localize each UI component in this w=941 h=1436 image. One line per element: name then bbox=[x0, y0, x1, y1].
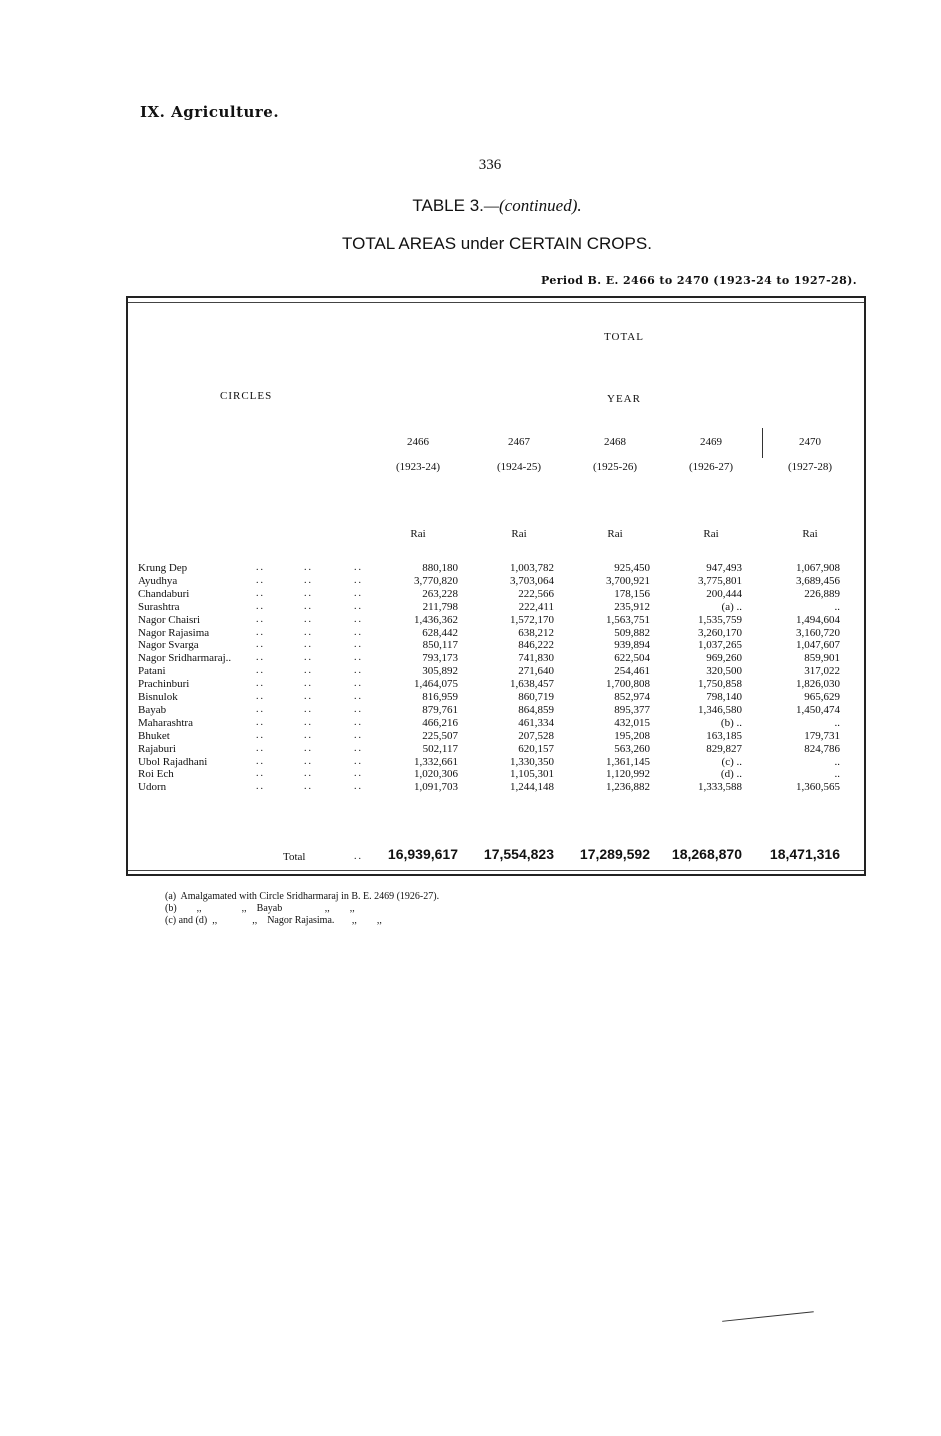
year-header-be: 2467 bbox=[508, 436, 530, 448]
row-value: 3,770,820 bbox=[414, 574, 458, 587]
row-value: 829,827 bbox=[706, 742, 742, 755]
row-leader-dots: .. bbox=[256, 691, 265, 702]
row-value: 852,974 bbox=[614, 691, 650, 703]
row-circle-name: Chandaburi bbox=[138, 587, 190, 600]
row-circle-name: Bayab bbox=[138, 703, 167, 716]
row-leader-dots: .. bbox=[354, 703, 363, 715]
row-value: 254,461 bbox=[614, 665, 650, 678]
table-inner-bottom-rule bbox=[128, 870, 864, 871]
row-leader-dots: .. bbox=[304, 755, 313, 767]
row-circle-name: Udorn bbox=[138, 781, 167, 794]
row-leader-dots: .. bbox=[354, 716, 363, 728]
row-value: 502,117 bbox=[422, 742, 458, 755]
row-leader-dots: .. bbox=[354, 652, 363, 664]
row-circle-name: Prachinburi bbox=[138, 678, 190, 691]
row-value: 320,500 bbox=[706, 665, 742, 678]
row-leader-dots: .. bbox=[354, 665, 363, 677]
row-circle-name: Bhuket bbox=[138, 729, 170, 742]
row-leader-dots: .. bbox=[304, 587, 313, 599]
row-value: 1,572,170 bbox=[510, 613, 554, 626]
row-value: 1,464,075 bbox=[414, 678, 458, 691]
row-value: 466,216 bbox=[422, 716, 458, 729]
row-value: 846,222 bbox=[518, 639, 554, 652]
row-leader-dots: .. bbox=[304, 729, 313, 741]
row-leader-dots: .. bbox=[354, 600, 363, 612]
pen-mark bbox=[722, 1311, 814, 1323]
row-value: 1,700,808 bbox=[606, 678, 650, 691]
row-value: 3,775,801 bbox=[698, 574, 742, 587]
total-value: 17,554,823 bbox=[483, 846, 554, 862]
row-circle-name: Nagor Rajasima bbox=[138, 626, 210, 639]
row-value: 1,360,565 bbox=[796, 781, 840, 794]
row-value: 179,731 bbox=[804, 729, 840, 742]
year-header-unit: Rai bbox=[511, 528, 527, 540]
row-value: 1,750,858 bbox=[698, 678, 742, 691]
row-value: (a) .. bbox=[721, 600, 742, 613]
row-value: 620,157 bbox=[518, 742, 554, 755]
year-header-ad: (1927-28) bbox=[788, 461, 832, 473]
row-value: 1,105,301 bbox=[510, 768, 554, 781]
total-value: 18,268,870 bbox=[671, 846, 742, 862]
row-value: (d) .. bbox=[720, 768, 742, 781]
row-leader-dots: .. bbox=[304, 768, 313, 780]
row-value: 969,260 bbox=[706, 652, 742, 665]
table-title-suffix: —(continued). bbox=[483, 196, 582, 215]
row-value: 3,260,170 bbox=[698, 626, 742, 639]
row-leader-dots: .. bbox=[304, 665, 313, 677]
row-value: 305,892 bbox=[422, 665, 458, 678]
row-leader-dots: .. bbox=[354, 742, 363, 754]
row-value: 461,334 bbox=[518, 716, 554, 729]
row-circle-name: Rajaburi bbox=[138, 742, 176, 755]
row-leader-dots: .. bbox=[256, 562, 265, 573]
total-dots: .. bbox=[354, 851, 363, 862]
row-value: 1,236,882 bbox=[606, 781, 650, 794]
total-value: 17,289,592 bbox=[579, 846, 650, 862]
row-value: .. bbox=[834, 755, 840, 768]
row-value: 947,493 bbox=[706, 562, 742, 574]
footnote-a: (a) Amalgamated with Circle Sridharmaraj in B. E. 2469 (1926-27). bbox=[165, 891, 440, 902]
year-header-be: 2468 bbox=[604, 436, 626, 448]
row-value: 195,208 bbox=[614, 729, 650, 742]
row-value: 622,504 bbox=[614, 652, 650, 665]
row-value: 1,450,474 bbox=[796, 703, 840, 716]
row-circle-name: Nagor Chaisri bbox=[138, 613, 201, 626]
row-value: 3,700,921 bbox=[606, 574, 650, 587]
row-value: 226,889 bbox=[804, 587, 840, 600]
row-leader-dots: .. bbox=[304, 716, 313, 728]
row-leader-dots: .. bbox=[354, 781, 363, 793]
row-value: 178,156 bbox=[614, 587, 650, 600]
row-value: 211,798 bbox=[422, 600, 458, 613]
row-value: 925,450 bbox=[614, 562, 650, 574]
row-circle-name: Surashtra bbox=[138, 600, 180, 613]
row-circle-name: Ubol Rajadhani bbox=[138, 755, 208, 768]
circles-header: CIRCLES bbox=[220, 390, 273, 402]
year-header: YEAR bbox=[607, 393, 641, 405]
row-leader-dots: .. bbox=[256, 574, 265, 586]
row-leader-dots: .. bbox=[304, 691, 313, 702]
row-value: 859,901 bbox=[804, 652, 840, 665]
row-circle-name: Nagor Svarga bbox=[138, 639, 199, 652]
row-circle-name: Roi Ech bbox=[138, 768, 174, 781]
row-circle-name: Patani bbox=[138, 665, 166, 678]
row-leader-dots: .. bbox=[256, 652, 265, 664]
row-leader-dots: .. bbox=[256, 613, 265, 625]
row-leader-dots: .. bbox=[354, 691, 363, 702]
section-heading: IX. Agriculture. bbox=[140, 103, 280, 121]
row-value: 200,444 bbox=[706, 587, 742, 600]
row-value: 235,912 bbox=[614, 600, 650, 613]
year-header-be: 2470 bbox=[799, 436, 821, 448]
footnote-b: (b) ,, ,, Bayab ,, ,, bbox=[165, 903, 355, 914]
footnote-cd: (c) and (d) ,, ,, Nagor Rajasima. ,, ,, bbox=[165, 915, 382, 926]
row-leader-dots: .. bbox=[354, 587, 363, 599]
table-inner-top-rule bbox=[128, 302, 864, 303]
row-value: (c) .. bbox=[721, 755, 742, 768]
row-leader-dots: .. bbox=[354, 613, 363, 625]
row-value: .. bbox=[834, 716, 840, 729]
table-title bbox=[0, 196, 941, 216]
row-value: 563,260 bbox=[614, 742, 650, 755]
row-leader-dots: .. bbox=[304, 652, 313, 664]
row-value: 628,442 bbox=[422, 626, 458, 639]
row-leader-dots: .. bbox=[354, 639, 363, 651]
row-value: 1,535,759 bbox=[698, 613, 742, 626]
row-value: 207,528 bbox=[518, 729, 554, 742]
row-value: 1,244,148 bbox=[510, 781, 554, 794]
row-value: 1,067,908 bbox=[796, 562, 840, 574]
row-leader-dots: .. bbox=[256, 639, 265, 651]
row-leader-dots: .. bbox=[304, 703, 313, 715]
row-value: 939,894 bbox=[614, 639, 650, 652]
row-value: 1,091,703 bbox=[414, 781, 458, 794]
row-value: 1,120,992 bbox=[606, 768, 650, 781]
row-value: 1,020,306 bbox=[414, 768, 458, 781]
row-value: 1,047,607 bbox=[796, 639, 840, 652]
row-value: 222,566 bbox=[518, 587, 554, 600]
period-label: Period B. E. 2466 to 2470 (1923-24 to 1927-28). bbox=[540, 274, 857, 287]
row-value: 225,507 bbox=[422, 729, 458, 742]
row-value: 793,173 bbox=[422, 652, 458, 665]
row-value: 864,859 bbox=[518, 703, 554, 716]
row-value: 271,640 bbox=[518, 665, 554, 678]
year-header-be: 2466 bbox=[407, 436, 429, 448]
year-header-unit: Rai bbox=[802, 528, 818, 540]
row-leader-dots: .. bbox=[354, 729, 363, 741]
row-circle-name: Bisnulok bbox=[138, 691, 178, 703]
row-leader-dots: .. bbox=[304, 639, 313, 651]
row-leader-dots: .. bbox=[256, 755, 265, 767]
row-leader-dots: .. bbox=[256, 768, 265, 780]
row-leader-dots: .. bbox=[304, 626, 313, 638]
table-subtitle: TOTAL AREAS under CERTAIN CROPS. bbox=[342, 234, 652, 253]
year-header-ad: (1925-26) bbox=[593, 461, 637, 473]
row-value: 1,330,350 bbox=[510, 755, 554, 768]
row-value: 1,333,588 bbox=[698, 781, 742, 794]
page-number: 336 bbox=[478, 157, 502, 173]
row-leader-dots: .. bbox=[304, 574, 313, 586]
row-value: 895,377 bbox=[614, 703, 650, 716]
row-value: 1,003,782 bbox=[510, 562, 554, 574]
row-leader-dots: .. bbox=[256, 781, 265, 793]
row-leader-dots: .. bbox=[256, 729, 265, 741]
row-leader-dots: .. bbox=[256, 626, 265, 638]
row-value: 222,411 bbox=[518, 600, 554, 613]
row-leader-dots: .. bbox=[354, 755, 363, 767]
row-value: 317,022 bbox=[804, 665, 840, 678]
row-value: 1,494,604 bbox=[796, 613, 840, 626]
row-leader-dots: .. bbox=[304, 613, 313, 625]
row-value: 860,719 bbox=[518, 691, 554, 703]
row-leader-dots: .. bbox=[256, 716, 265, 728]
row-value: 432,015 bbox=[614, 716, 650, 729]
row-value: 798,140 bbox=[706, 691, 742, 703]
total-row-label: Total bbox=[283, 851, 306, 863]
row-leader-dots: .. bbox=[304, 742, 313, 754]
year-header-unit: Rai bbox=[410, 528, 426, 540]
row-circle-name: Maharashtra bbox=[138, 716, 193, 729]
row-value: 3,703,064 bbox=[510, 574, 554, 587]
row-leader-dots: .. bbox=[304, 781, 313, 793]
year-header-unit: Rai bbox=[607, 528, 623, 540]
row-circle-name: Ayudhya bbox=[138, 574, 178, 587]
row-leader-dots: .. bbox=[256, 600, 265, 612]
row-value: 1,346,580 bbox=[698, 703, 742, 716]
row-value: 3,689,456 bbox=[796, 574, 840, 587]
row-value: 638,212 bbox=[518, 626, 554, 639]
row-leader-dots: .. bbox=[354, 574, 363, 586]
row-value: 816,959 bbox=[422, 691, 458, 703]
year-header-be: 2469 bbox=[700, 436, 722, 448]
row-leader-dots: .. bbox=[304, 600, 313, 612]
row-leader-dots: .. bbox=[354, 562, 363, 573]
row-leader-dots: .. bbox=[304, 562, 313, 573]
row-value: 163,185 bbox=[706, 729, 742, 742]
year-header-unit: Rai bbox=[703, 528, 719, 540]
total-value: 16,939,617 bbox=[387, 846, 458, 862]
year-header-ad: (1926-27) bbox=[689, 461, 733, 473]
row-leader-dots: .. bbox=[354, 768, 363, 780]
row-value: (b) .. bbox=[720, 716, 742, 729]
row-value: .. bbox=[834, 768, 840, 781]
year-column-divider bbox=[762, 428, 763, 458]
row-leader-dots: .. bbox=[256, 587, 265, 599]
row-circle-name: Nagor Sridharmaraj.. bbox=[138, 652, 232, 665]
row-leader-dots: .. bbox=[354, 626, 363, 638]
row-value: 824,786 bbox=[804, 742, 840, 755]
row-value: 880,180 bbox=[422, 562, 458, 574]
data-table bbox=[126, 296, 866, 876]
row-value: 879,761 bbox=[422, 703, 458, 716]
year-header-ad: (1924-25) bbox=[497, 461, 541, 473]
row-value: 741,830 bbox=[518, 652, 554, 665]
row-leader-dots: .. bbox=[256, 742, 265, 754]
row-value: 1,563,751 bbox=[606, 613, 650, 626]
row-value: 1,436,362 bbox=[414, 613, 458, 626]
total-value: 18,471,316 bbox=[769, 846, 840, 862]
row-value: 850,117 bbox=[422, 639, 458, 652]
row-value: 1,361,145 bbox=[606, 755, 650, 768]
row-value: 509,882 bbox=[614, 626, 650, 639]
footnotes bbox=[165, 891, 439, 927]
row-value: 1,826,030 bbox=[796, 678, 840, 691]
row-leader-dots: .. bbox=[256, 703, 265, 715]
row-value: 263,228 bbox=[422, 587, 458, 600]
total-header: TOTAL bbox=[604, 331, 644, 343]
year-header-ad: (1923-24) bbox=[396, 461, 440, 473]
row-leader-dots: .. bbox=[304, 678, 313, 690]
row-leader-dots: .. bbox=[256, 665, 265, 677]
row-value: 1,332,661 bbox=[414, 755, 458, 768]
row-leader-dots: .. bbox=[354, 678, 363, 690]
row-value: 965,629 bbox=[804, 691, 840, 703]
row-value: 1,638,457 bbox=[510, 678, 554, 691]
table-title-text: TABLE 3. bbox=[412, 196, 484, 215]
row-circle-name: Krung Dep bbox=[138, 562, 188, 574]
row-leader-dots: .. bbox=[256, 678, 265, 690]
row-value: .. bbox=[834, 600, 840, 613]
row-value: 1,037,265 bbox=[698, 639, 742, 652]
row-value: 3,160,720 bbox=[796, 626, 840, 639]
